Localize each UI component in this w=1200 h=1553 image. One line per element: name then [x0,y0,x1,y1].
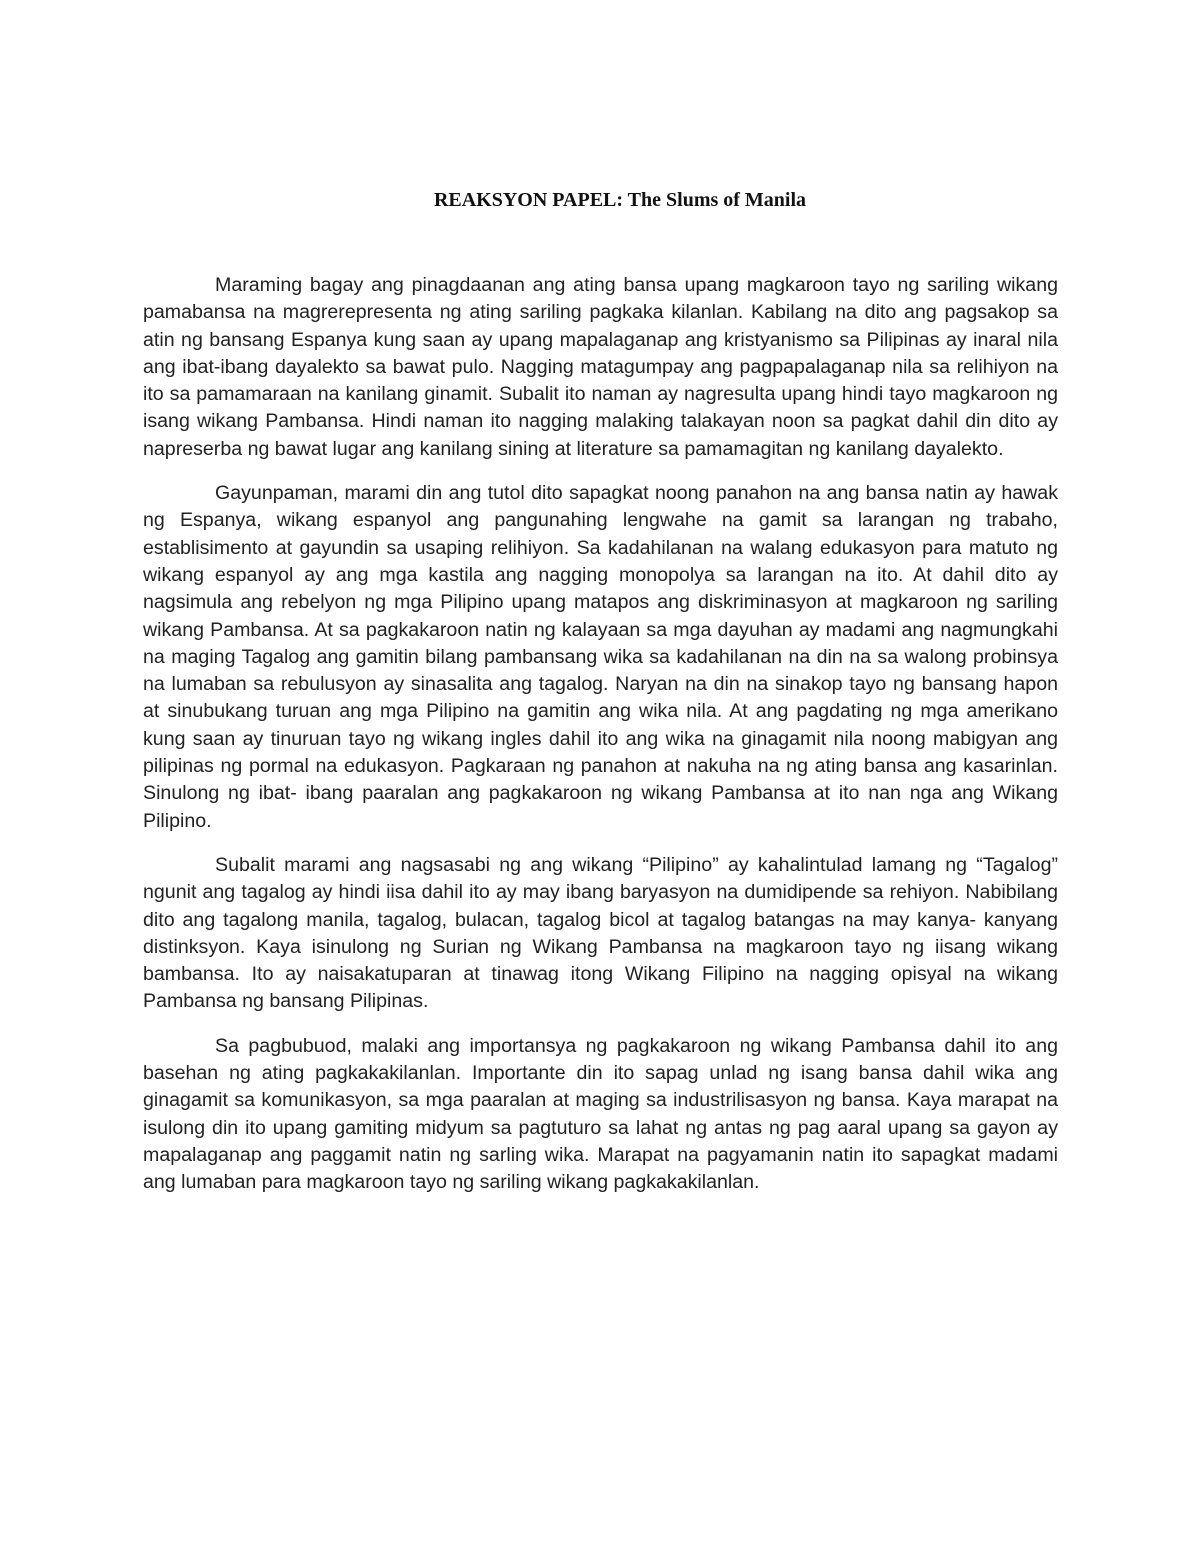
document-title: REAKSYON PAPEL: The Slums of Manila [433,189,807,211]
paragraph-4: Sa pagbubuod, malaki ang importansya ng pagkakaroon ng wikang Pambansa dahil ito ang basehan ng ating pagkakakilanlan. Importante din ito sapag unlad ng isang bansa dahil wika ang ginagamit sa komunikasyon, sa mga paaralan at maging sa industrilisasyon ng bansa. Kaya marapat na isulong din ito upang gamiting midyum sa pagtuturo sa lahat ng antas ng pag aaral upang sa gayon ay mapalaganap ang paggamit natin ng sarling wika. Marapat na pagyamanin natin ito sapagkat madami ang lumaban para magkaroon tayo ng sariling wikang pagkakakilanlan. [143,1034,1058,1194]
paragraph-3: Subalit marami ang nagsasabi ng ang wikang “Pilipino” ay kahalintulad lamang ng “Tagalog” ngunit ang tagalog ay hindi iisa dahil ito ay may ibang baryasyon na dumidipende sa rehiyon. Nabibilang dito ang tagalong manila, tagalog, bulacan, tagalog bicol at tagalog batangas na may kanya- kanyang distinksyon. Kaya isinulong ng Surian ng Wikang Pambansa na magkaroon tayo ng iisang wikang bambansa. Ito ay naisakatuparan at tinawag itong Wikang Filipino na nagging opisyal na wikang Pambansa ng bansang Pilipinas. [143,853,1058,1013]
document-body [143,272,1058,1197]
paragraph-2: Gayunpaman, marami din ang tutol dito sapagkat noong panahon na ang bansa natin ay hawak ng Espanya, wikang espanyol ang pangunahing lengwahe na gamit sa larangan ng trabaho, establisimento at gayundin sa usaping relihiyon. Sa kadahilanan na walang edukasyon para matuto ng wikang espanyol ay ang mga kastila ang nagging monopolya sa larangan na ito. At dahil dito ay nagsimula ang rebelyon ng mga Pilipino upang matapos ang diskriminasyon at magkaroon ng sariling wikang Pambansa. At sa pagkakaroon natin ng kalayaan sa mga dayuhan ay madami ang nagmungkahi na maging Tagalog ang gamitin bilang pambansang wika sa kadahilanan na din na sa walong probinsya na lumaban sa rebulusyon ay sinasalita ang tagalog. Naryan na din na sinakop tayo ng bansang hapon at sinubukang turuan ang mga Pilipino na gamitin ang wika nila. At ang pagdating ng mga amerikano kung saan ay tinuruan tayo ng wikang ingles dahil ito ang wika na ginagamit nila noong mabigyan ang pilipinas ng pormal na edukasyon. Pagkaraan ng panahon at nakuha na ng ating bansa ang kasarinlan. Sinulong ng ibat- ibang paaralan ang pagkakaroon ng wikang Pambansa at ito nan nga ang Wikang Pilipino. [143,482,1058,832]
paragraph-1: Maraming bagay ang pinagdaanan ang ating bansa upang magkaroon tayo ng sariling wikang pamabansa na magrerepresenta ng ating sariling pagkaka kilanlan. Kabilang na dito ang pagsakop sa atin ng bansang Espanya kung saan ay upang mapalaganap ang kristyanismo sa Pilipinas ay inaral nila ang ibat-ibang dayalekto sa bawat pulo. Nagging matagumpay ang pagpapalaganap nila sa relihiyon na ito sa pamamaraan na kanilang ginamit. Subalit ito naman ay nagresulta upang hindi tayo magkaroon ng isang wikang Pambansa. Hindi naman ito nagging malaking talakayan noon sa pagkat dahil din dito ay napreserba ng bawat lugar ang kanilang sining at literature sa pamamagitan ng kanilang dayalekto. [143,274,1058,460]
